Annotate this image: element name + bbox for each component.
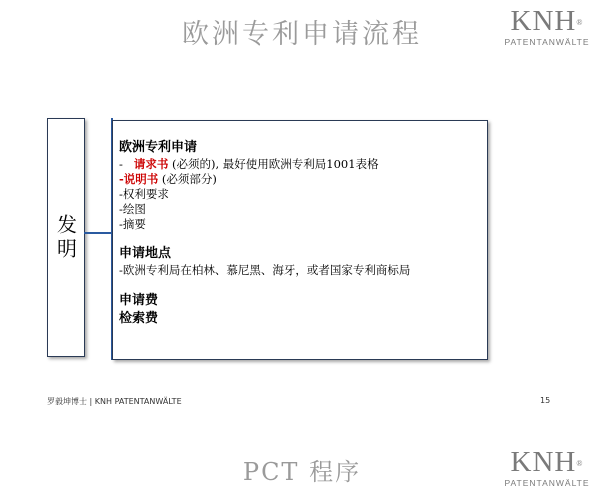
application-details-box [112,120,488,360]
list-item-filing-place: -欧洲专利局在柏林、慕尼黑、海牙，或者国家专利商标局 [119,263,411,277]
logo-subtitle: PATENTANWÄLTE [504,37,590,47]
logo-mark: KNH® [510,446,584,478]
search-fee-label: 检索费 [119,311,159,326]
section-title-filing-place: 申请地点 [119,246,172,261]
list-item-abstract: -摘要 [119,217,146,231]
slide-title: 欧洲专利申请流程 [182,19,422,50]
filing-fee-label: 申请费 [119,293,159,308]
footer-author: 罗毅坤博士 | KNH PATENTANWÄLTE [47,397,182,406]
connector-line-horizontal [84,232,112,234]
section-title-application: 欧洲专利申请 [119,140,198,155]
next-slide-title: PCT 程序 [242,458,362,486]
logo-mark: KNH® [510,5,584,37]
invention-label: 发明 [53,213,78,262]
logo-subtitle: PATENTANWÄLTE [504,478,590,488]
invention-box [47,118,85,357]
page-number: 15 [540,396,551,405]
knh-logo-bottom [502,447,592,488]
list-item-description: -说明书 (必须部分) [119,172,217,186]
knh-logo-top [502,6,592,47]
list-item-request: - 请求书 (必须的), 最好使用欧洲专利局1001表格 [119,157,379,171]
list-item-drawings: -绘图 [119,202,146,216]
application-details-content [119,139,410,328]
list-item-claims: -权利要求 [119,187,169,201]
